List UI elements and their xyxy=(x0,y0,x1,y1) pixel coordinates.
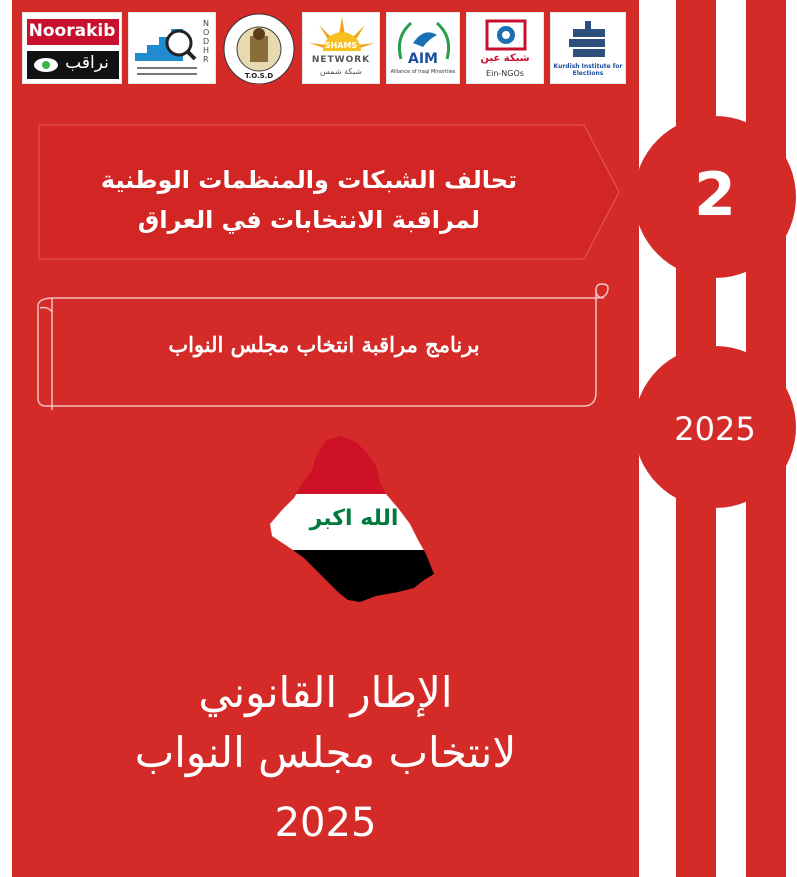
shams-logo-line1: SHAMS xyxy=(324,41,358,50)
noorakib-logo xyxy=(22,12,122,84)
tosd-logo-text: T.O.S.D xyxy=(244,72,274,80)
nodhr-logo xyxy=(128,12,216,84)
alliance-title-box xyxy=(38,124,620,260)
tosd-logo xyxy=(220,12,298,84)
eye-icon xyxy=(33,57,59,73)
iraq-flag-map xyxy=(268,436,440,606)
shams-logo-line3: شبكة شمس xyxy=(320,67,362,76)
noorakib-logo-arabic: نراقب xyxy=(65,53,109,73)
aim-logo-text: AIM xyxy=(408,51,438,67)
program-title: برنامج مراقبة انتخاب مجلس النواب xyxy=(168,332,480,357)
heading-year: 2025 xyxy=(274,800,377,846)
edition-number-badge xyxy=(634,116,796,278)
year-badge-text: 2025 xyxy=(674,410,756,448)
ein-logo-sub: Ein-NGOs xyxy=(486,69,524,78)
heading-line1: الإطار القانوني xyxy=(198,668,453,717)
aim-logo xyxy=(386,12,460,84)
edition-number: 2 xyxy=(694,160,736,230)
kie-logo xyxy=(550,12,626,84)
shams-logo xyxy=(302,12,380,84)
noorakib-logo-latin: Noorakib xyxy=(28,21,116,41)
year-badge xyxy=(634,346,796,508)
flag-takbir-text: الله اكبر xyxy=(309,506,399,531)
alliance-title xyxy=(38,160,580,240)
shams-logo-line2: NETWORK xyxy=(311,55,371,65)
program-scroll-banner xyxy=(36,282,612,410)
ein-logo-text: شبكة عين xyxy=(480,53,530,64)
partner-logos xyxy=(22,8,626,88)
ein-logo xyxy=(466,12,544,84)
aim-logo-sub: Alliance of Iraqi Minorities xyxy=(390,69,456,75)
heading-line2: لانتخاب مجلس النواب xyxy=(134,728,517,777)
alliance-title-line2: لمراقبة الانتخابات في العراق xyxy=(137,206,481,234)
kie-logo-text: Kurdish Institute for Elections xyxy=(553,63,623,77)
nodhr-logo-text: NODHR xyxy=(203,19,210,64)
alliance-title-line1: تحالف الشبكات والمنظمات الوطنية xyxy=(100,166,518,194)
